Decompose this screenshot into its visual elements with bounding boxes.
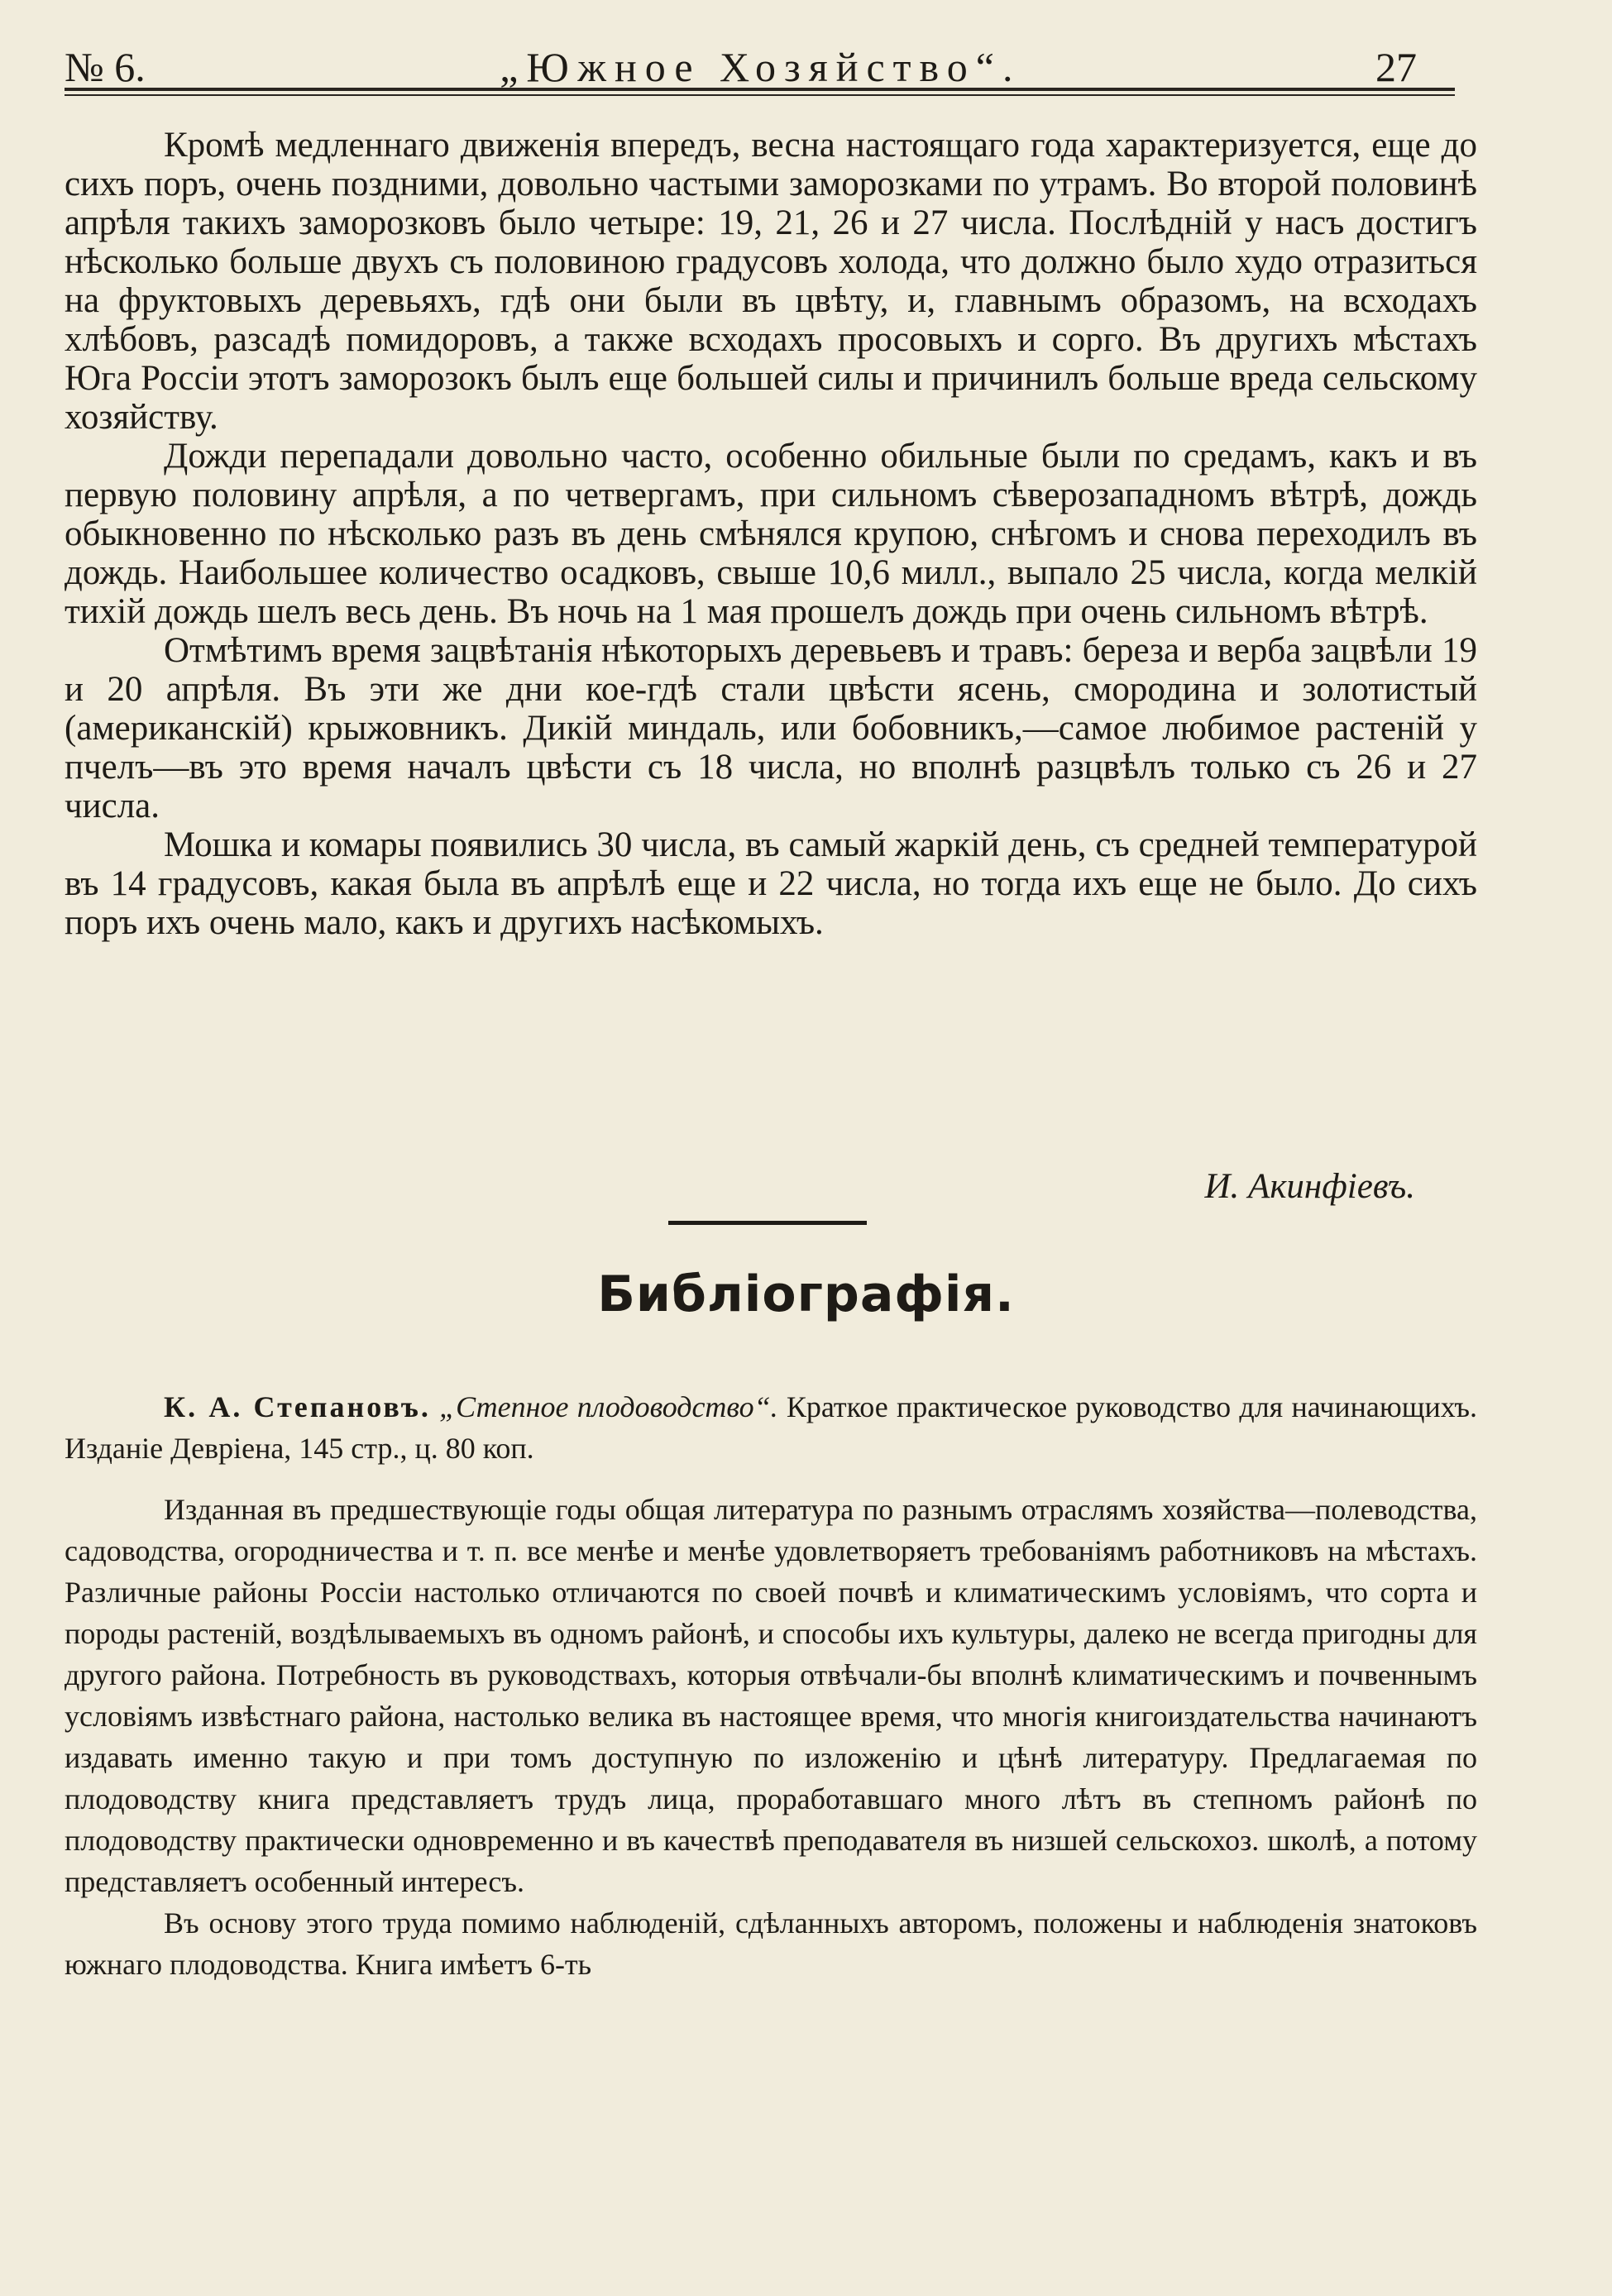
author-signature: И. Акинфіевъ. bbox=[1204, 1167, 1415, 1206]
review-paragraph: Изданная въ предшествующіе годы общая литература по разнымъ отраслямъ хозяйства—полеводства, садоводства, огородничества и т. п. все менѣе и менѣе удовлетворяетъ требованіямъ работниковъ на мѣстахъ. Различные районы Россіи настолько отличаются по своей почвѣ и климатическимъ условіямъ, что сорта и породы растеній, воздѣлываемыхъ въ одномъ районѣ, и способы ихъ культуры, далеко не всегда пригодны для другого района. Потребность въ руководствахъ, которыя отвѣчали-бы вполнѣ климатическимъ и почвеннымъ условіямъ извѣстнаго района, настолько велика въ настоящее время, что многія книгоиздательства начинаютъ издавать именно такую и при томъ доступную по изложенію и цѣнѣ литературу. Предлагаемая по плодоводству книга представляетъ трудъ лица, проработавшаго много лѣтъ въ степномъ районѣ по плодоводству практически одновременно и въ качествѣ преподавателя въ низшей сельскохоз. школѣ, а потому представляетъ особенный интересъ. bbox=[65, 1493, 1477, 1898]
article-paragraph: Мошка и комары появились 30 числа, въ самый жаркій день, съ средней температурой въ 14 градусовъ, какая была въ апрѣлѣ еще и 22 числа, но тогда ихъ еще не было. До сихъ поръ ихъ очень мало, какъ и другихъ насѣкомыхъ. bbox=[65, 825, 1477, 942]
section-heading: Библіографія. bbox=[597, 1265, 1015, 1323]
book-citation bbox=[65, 1386, 1477, 1469]
article-paragraph: Отмѣтимъ время зацвѣтанія нѣкоторыхъ деревьевъ и травъ: береза и верба зацвѣли 19 и 20 апрѣля. Въ эти же дни кое-гдѣ стали цвѣсти ясень, смородина и золотистый (американскій) крыжовникъ. Дикій миндаль, или бобовникъ,—самое любимое растеній у пчелъ—въ это время началъ цвѣсти съ 18 числа, но вполнѣ разцвѣлъ только съ 26 и 27 числа. bbox=[65, 631, 1477, 825]
article-body bbox=[65, 126, 1477, 942]
issue-number: № 6. bbox=[65, 44, 146, 90]
page-number: 27 bbox=[1375, 44, 1417, 90]
review-paragraph: Въ основу этого труда помимо наблюденій, сдѣланныхъ авторомъ, положены и наблюденія знатоковъ южнаго плодоводства. Книга имѣетъ 6-ть bbox=[65, 1906, 1477, 1981]
running-header bbox=[65, 28, 1417, 88]
section-separator bbox=[668, 1221, 867, 1225]
article-paragraph: Кромѣ медленнаго движенія впередъ, весна настоящаго года характеризуется, еще до сихъ поръ, очень поздними, довольно частыми заморозками по утрамъ. Во второй половинѣ апрѣля такихъ заморозковъ было четыре: 19, 21, 26 и 27 числа. Послѣдній у насъ достигъ нѣсколько больше двухъ съ половиною градусовъ холода, что должно было худо отразиться на фруктовыхъ деревьяхъ, гдѣ они были въ цвѣту, и, главнымъ образомъ, на всходахъ хлѣбовъ, разсадѣ помидоровъ, а также всходахъ просовыхъ и сорго. Въ другихъ мѣстахъ Юга Россіи этотъ заморозокъ былъ еще большей силы и причинилъ больше вреда сельскому хозяйству. bbox=[65, 126, 1477, 437]
citation-details: Краткое практическое руководство для начинающихъ. Изданіе Девріена, 145 стр., ц. 80 коп. bbox=[65, 1390, 1477, 1465]
citation-author: К. А. Степановъ. bbox=[164, 1390, 431, 1423]
header-rule-thin bbox=[65, 94, 1455, 96]
journal-title: „Южное Хозяйство“. bbox=[500, 44, 1021, 90]
review-body bbox=[65, 1489, 1477, 1985]
citation-book-title: „Степное плодоводство“. bbox=[439, 1390, 778, 1423]
header-rule-thick bbox=[65, 88, 1455, 91]
article-paragraph: Дожди перепадали довольно часто, особенно обильные были по средамъ, какъ и въ первую половину апрѣля, а по четвергамъ, при сильномъ сѣверозападномъ вѣтрѣ, дождь обыкновенно по нѣсколько разъ въ день смѣнялся крупою, снѣгомъ и снова переходилъ въ дождь. Наибольшее количество осадковъ, свыше 10,6 милл., выпало 25 числа, когда мелкій тихій дождь шелъ весь день. Въ ночь на 1 мая прошелъ дождь при очень сильномъ вѣтрѣ. bbox=[65, 437, 1477, 631]
